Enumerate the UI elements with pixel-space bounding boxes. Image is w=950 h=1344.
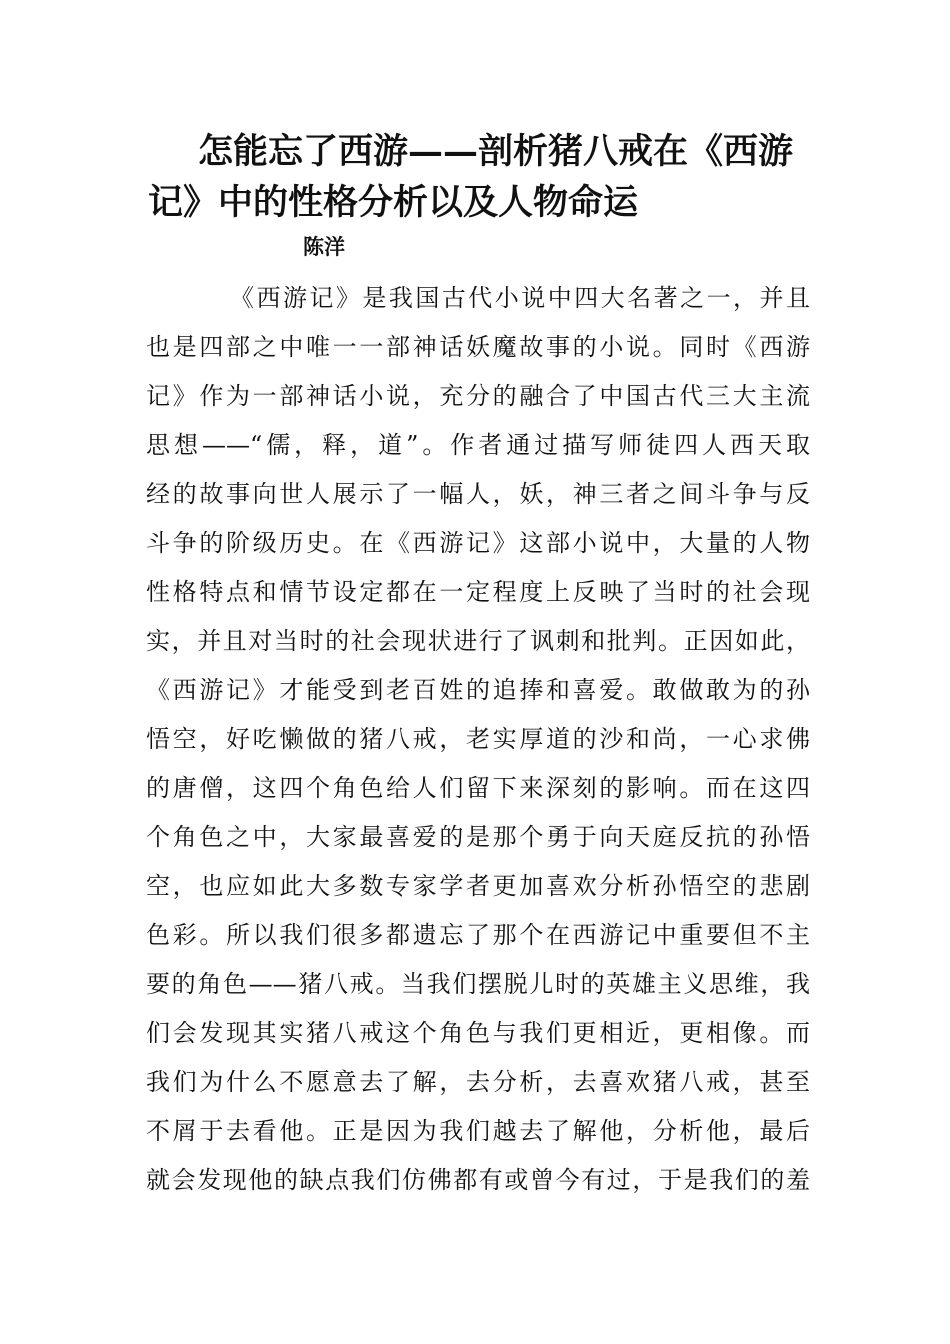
- body-line: 也是四部之中唯一一部神话妖魔故事的小说。同时《西游: [146, 333, 810, 361]
- body-line: 经的故事向世人展示了一幅人，妖，神三者之间斗争与反: [146, 480, 810, 508]
- body-line: 实，并且对当时的社会现状进行了讽刺和批判。正因如此，: [146, 627, 810, 655]
- body-line: 色彩。所以我们很多都遗忘了那个在西游记中重要但不主: [146, 921, 810, 949]
- body-line: 《西游记》是我国古代小说中四大名著之一，并且: [230, 284, 810, 312]
- body-line: 思想——“儒，释，道”。作者通过描写师徒四人西天取: [146, 431, 810, 459]
- body-line: 个角色之中，大家最喜爱的是那个勇于向天庭反抗的孙悟: [146, 823, 810, 851]
- body-line: 我们为什么不愿意去了解，去分析，去喜欢猪八戒，甚至: [146, 1068, 810, 1096]
- body-line: 斗争的阶级历史。在《西游记》这部小说中，大量的人物: [146, 529, 810, 557]
- body-line: 们会发现其实猪八戒这个角色与我们更相近，更相像。而: [146, 1019, 810, 1047]
- body-line: 《西游记》才能受到老百姓的追捧和喜爱。敢做敢为的孙: [146, 676, 810, 704]
- body-line: 悟空，好吃懒做的猪八戒，老实厚道的沙和尚，一心求佛: [146, 725, 810, 753]
- body-line: 不屑于去看他。正是因为我们越去了解他，分析他，最后: [146, 1117, 810, 1145]
- body-line: 就会发现他的缺点我们仿佛都有或曾今有过，于是我们的羞: [146, 1166, 810, 1194]
- author-name: 陈洋: [303, 234, 345, 259]
- body-line: 记》作为一部神话小说，充分的融合了中国古代三大主流: [146, 382, 810, 410]
- body-line: 性格特点和情节设定都在一定程度上反映了当时的社会现: [146, 578, 810, 606]
- document-title: 怎能忘了西游——剖析猪八戒在《西游记》中的性格分析以及人物命运: [148, 131, 794, 223]
- body-line: 空，也应如此大多数专家学者更加喜欢分析孙悟空的悲剧: [146, 872, 810, 900]
- body-line: 要的角色——猪八戒。当我们摆脱儿时的英雄主义思维，我: [146, 970, 810, 998]
- body-line: 的唐僧，这四个角色给人们留下来深刻的影响。而在这四: [146, 774, 810, 802]
